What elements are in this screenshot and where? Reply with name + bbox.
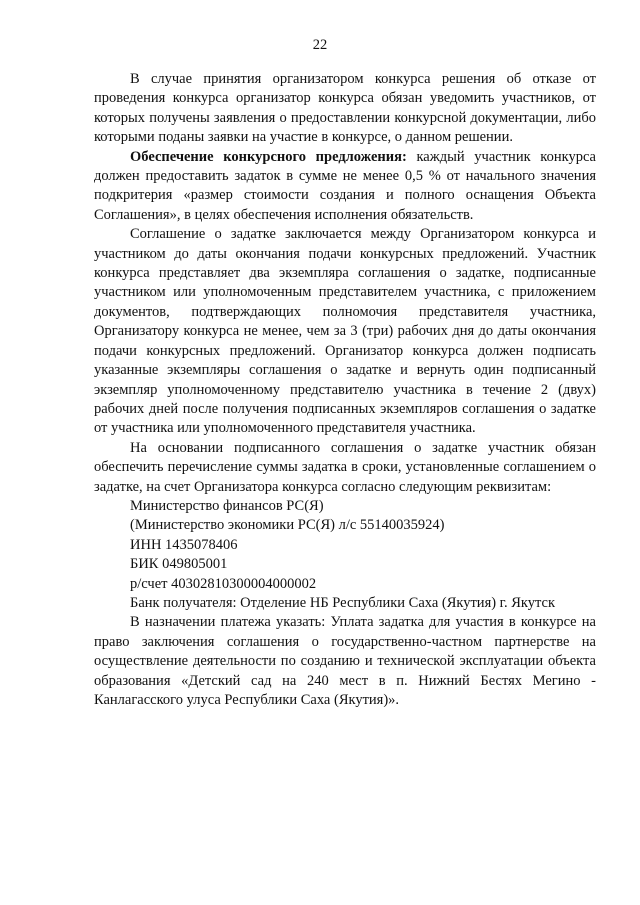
requisite-account: р/счет 40302810300004000002 <box>130 575 317 592</box>
paragraph-deposit-transfer: На основании подписанного соглашения о задатке участник обязан обеспечить перечисление суммы задатка в сроки, установленные соглашением о задатке, на счет Организатора конкурса согласно следующим реквизитам: <box>94 439 596 495</box>
requisite-inn: ИНН 1435078406 <box>130 536 238 553</box>
requisite-ministry: Министерство финансов РС(Я) <box>130 497 324 514</box>
bank-requisites <box>94 497 596 613</box>
requisite-ministry-account: (Министерство экономики РС(Я) л/с 55140035924) <box>130 517 445 534</box>
paragraph-deposit-agreement: Соглашение о задатке заключается между Организатором конкурса и участником до даты окончания подачи конкурсных предложений. Участник конкурса представляет два экземпляра соглашения о задатке, подписанные участником или уполномоченным представителем участника, с приложением документов, подтверждающих полномочия представителя участника, Организатору конкурса не менее, чем за 3 (три) рабочих дня до даты окончания подачи конкурсных предложений. Организатор конкурса должен подписать указанные экземпляры соглашения о задатке и вернуть один подписанный экземпляр уполномоченному представителю участника в течение 2 (двух) рабочих дней после получения подписанных экземпляров соглашения о задатке от участника или уполномоченного представителя участника. <box>94 226 596 437</box>
requisite-bik: БИК 049805001 <box>130 556 228 573</box>
bid-security-text: каждый участник конкурса должен предоставить задаток в сумме не менее 0,5 % от начального значения подкритерия «размер стоимости создания и полного оснащения Объекта Соглашения», в целях обеспечения исполнения обязательств. <box>94 148 596 223</box>
bid-security-heading: Обеспечение конкурсного предложения: <box>130 148 407 165</box>
page-number: 22 <box>312 37 328 53</box>
paragraph-payment-purpose: В назначении платежа указать: Уплата задатка для участия в конкурсе на право заключения соглашения о государственно-частном партнерстве на осуществление деятельности по созданию и технической эксплуатации объекта образования «Детский сад на 240 мест в п. Нижний Бестях Мегино - Канлагасского улуса Республики Саха (Якутия)». <box>94 614 596 708</box>
paragraph-bid-security <box>94 148 596 226</box>
paragraph-contest-cancellation: В случае принятия организатором конкурса решения об отказе от проведения конкурса организатор конкурса обязан уведомить участников, от которых получены заявления о предоставлении конкурсной документации, либо которыми поданы заявки на участие в конкурсе, о данном решении. <box>94 71 596 146</box>
requisite-bank: Банк получателя: Отделение НБ Республики Саха (Якутия) г. Якутск <box>130 594 556 611</box>
document-body <box>94 70 596 710</box>
